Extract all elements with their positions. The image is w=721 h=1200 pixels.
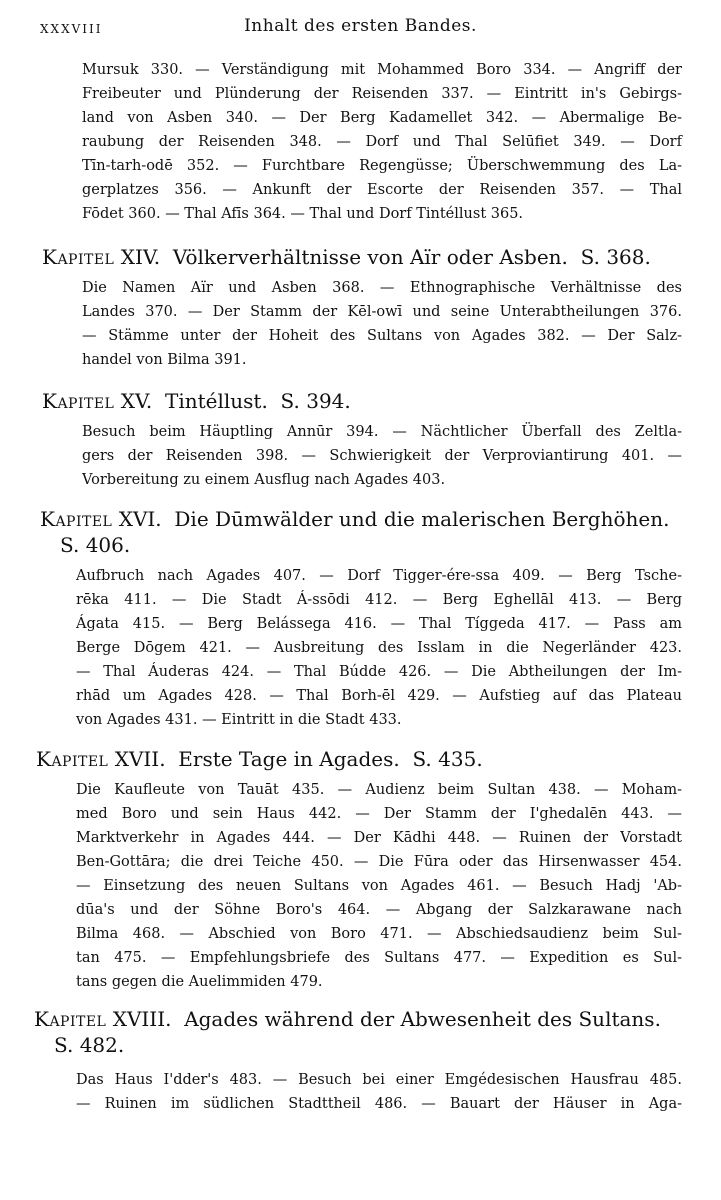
summary-line: — Ruinen im südlichen Stadttheil 486. — Bauart der Häuser in Aga- [76, 1096, 682, 1112]
summary-line: tans gegen die Auelimmiden 479. [76, 974, 323, 990]
chapter-xv-entry [0, 388, 721, 492]
summary-line: Aufbruch nach Agades 407. — Dorf Tigger-ére-ssa 409. — Berg Tsche- [76, 568, 682, 584]
chapter-summary [76, 778, 682, 994]
summary-line: Die Namen Aïr und Asben 368. — Ethnographische Verhältnisse des [82, 280, 682, 296]
summary-line: — Einsetzung des neuen Sultans von Agades 461. — Besuch Hadj 'Ab- [76, 878, 682, 894]
chapter-start-page: S. 406. [60, 533, 131, 557]
running-title: Inhalt des ersten Bandes. [244, 16, 477, 36]
summary-line: von Agades 431. — Eintritt in die Stadt 433. [76, 712, 402, 728]
chapter-title: Tintéllust. [164, 389, 268, 413]
summary-line: gers der Reisenden 398. — Schwierigkeit der Verproviantirung 401. — [82, 448, 682, 464]
summary-line: — Stämme unter der Hoheit des Sultans von Agades 382. — Der Salz- [82, 328, 682, 344]
summary-line: Tīn-tarh-odē 352. — Furchtbare Regengüsse; Überschwemmung des La- [82, 158, 682, 174]
chapter-heading [36, 746, 676, 772]
summary-line: Ben-Gottāra; die drei Teiche 450. — Die Fūra oder das Hirsenwasser 454. [76, 854, 682, 870]
summary-line: rēka 411. — Die Stadt Á-ssōdi 412. — Berg Eghellāl 413. — Berg [76, 592, 682, 608]
chapter-summary [76, 564, 682, 732]
chapter-start-page: S. 482. [54, 1033, 125, 1057]
summary-line: land von Asben 340. — Der Berg Kadamellet 342. — Abermalige Be- [82, 110, 682, 126]
chapter-xviii-entry [0, 1006, 721, 1116]
chapter-number: XVIII. [112, 1007, 172, 1031]
chapter-summary [76, 1068, 682, 1116]
summary-line: Die Kaufleute von Tauāt 435. — Audienz beim Sultan 438. — Moham- [76, 782, 682, 798]
chapter-heading [34, 1006, 674, 1058]
summary-line: — Thal Áuderas 424. — Thal Búdde 426. — Die Abtheilungen der Im- [76, 664, 682, 680]
chapter-heading [40, 506, 680, 558]
summary-line: rhād um Agades 428. — Thal Borh-ēl 429. — Aufstieg auf das Plateau [76, 688, 682, 704]
chapter-summary [82, 276, 682, 372]
summary-line: Fōdet 360. — Thal Afīs 364. — Thal und Dorf Tintéllust 365. [82, 206, 524, 222]
chapter-title: Agades während der Abwesenheit des Sultans. [184, 1007, 661, 1031]
summary-line: med Boro und sein Haus 442. — Der Stamm der I'ghedalēn 443. — [76, 806, 682, 822]
chapter-title: Völkerverhältnisse von Aïr oder Asben. [172, 245, 568, 269]
summary-line: raubung der Reisenden 348. — Dorf und Thal Selūfiet 349. — Dorf [82, 134, 682, 150]
summary-line: dūa's und der Söhne Boro's 464. — Abgang der Salzkarawane nach [76, 902, 682, 918]
chapter-start-page: S. 435. [412, 747, 483, 771]
chapter-number: XV. [120, 389, 153, 413]
chapter-title: Die Dūmwälder und die malerischen Berghöhen. [174, 507, 670, 531]
summary-line: Ágata 415. — Berg Belássega 416. — Thal Tíggeda 417. — Pass am [76, 616, 682, 632]
summary-line: handel von Bilma 391. [82, 352, 247, 368]
summary-line: Freibeuter und Plünderung der Reisenden 337. — Eintritt in's Gebirgs- [82, 86, 682, 102]
chapter-xvi-entry [0, 506, 721, 732]
chapter-summary [82, 420, 682, 492]
summary-line: Mursuk 330. — Verständigung mit Mohammed Boro 334. — Angriff der [82, 62, 682, 78]
summary-line: Landes 370. — Der Stamm der Kēl-owī und seine Unterabtheilungen 376. [82, 304, 682, 320]
summary-line: Besuch beim Häuptling Annūr 394. — Nächtlicher Überfall des Zeltla- [82, 424, 682, 440]
chapter-label: Kapitel [42, 245, 115, 269]
table-of-contents [0, 58, 721, 1116]
chapter-heading [42, 388, 682, 414]
chapter-number: XIV. [120, 245, 161, 269]
chapter-title: Erste Tage in Agades. [178, 747, 400, 771]
chapter-label: Kapitel [42, 389, 115, 413]
chapter-start-page: S. 368. [580, 245, 651, 269]
chapter-xiii-summary-continued [82, 58, 682, 226]
summary-line: Marktverkehr in Agades 444. — Der Kādhi 448. — Ruinen der Vorstadt [76, 830, 682, 846]
chapter-number: XVII. [114, 747, 166, 771]
chapter-heading [42, 244, 682, 270]
chapter-xiv-entry [0, 244, 721, 372]
summary-line: Berge Dōgem 421. — Ausbreitung des Isslam in die Negerländer 423. [76, 640, 682, 656]
chapter-label: Kapitel [36, 747, 109, 771]
chapter-label: Kapitel [40, 507, 113, 531]
running-header [0, 16, 721, 42]
chapter-xvii-entry [0, 746, 721, 994]
chapter-number: XVI. [118, 507, 162, 531]
chapter-start-page: S. 394. [280, 389, 351, 413]
summary-line: Vorbereitung zu einem Ausflug nach Agades 403. [82, 472, 446, 488]
chapter-label: Kapitel [34, 1007, 107, 1031]
summary-line: Das Haus I'dder's 483. — Besuch bei einer Emgédesischen Hausfrau 485. [76, 1072, 682, 1088]
page-number: XXXVIII [40, 22, 103, 36]
summary-line: Bilma 468. — Abschied von Boro 471. — Abschiedsaudienz beim Sul- [76, 926, 682, 942]
summary-line: tan 475. — Empfehlungsbriefe des Sultans 477. — Expedition es Sul- [76, 950, 682, 966]
summary-line: gerplatzes 356. — Ankunft der Escorte der Reisenden 357. — Thal [82, 182, 682, 198]
